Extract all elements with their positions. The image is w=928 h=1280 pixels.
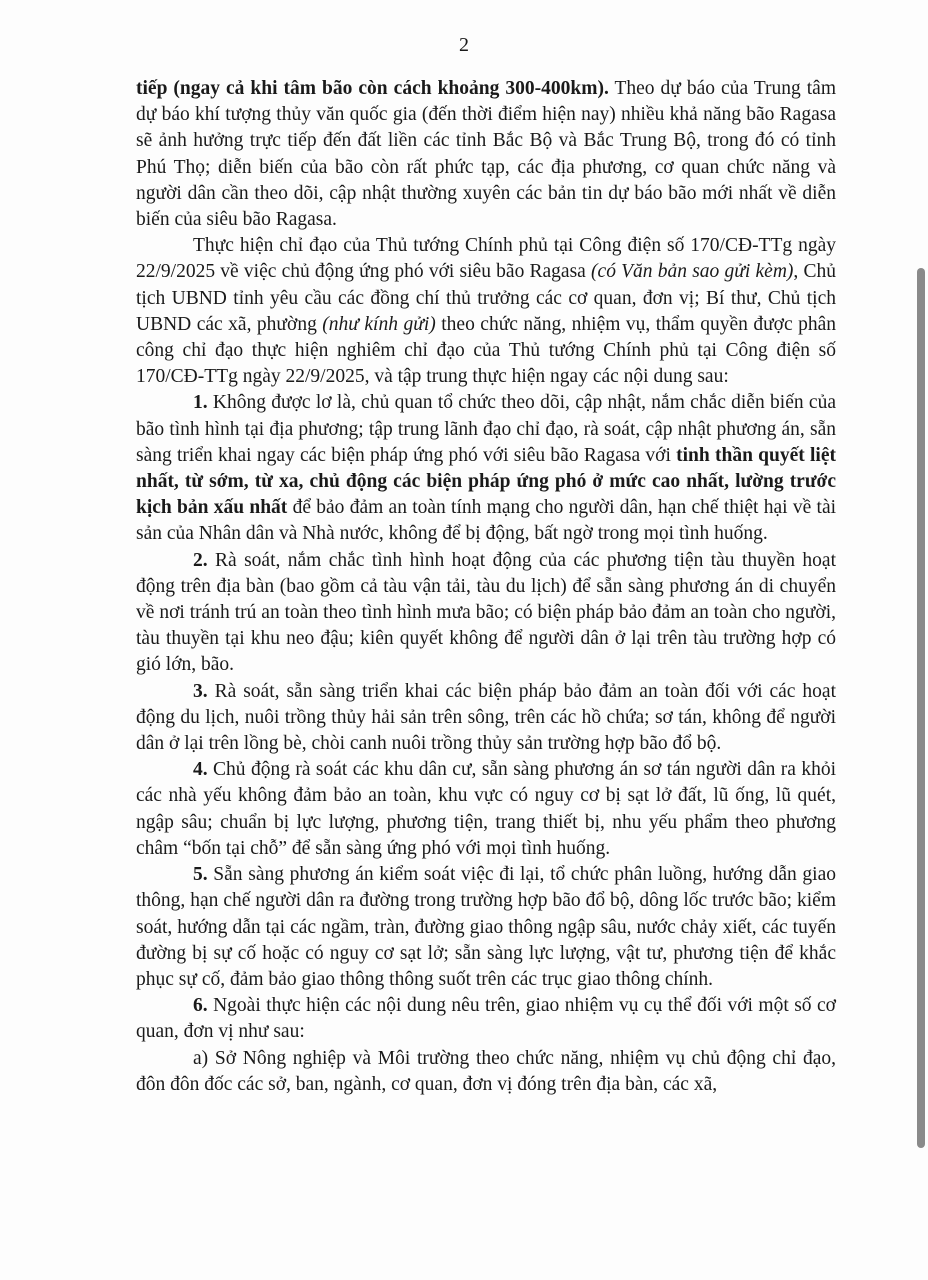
item-number: 1.: [193, 392, 208, 414]
item-2: [136, 548, 836, 679]
item-1: [136, 390, 836, 547]
italic-text: (như kính gửi): [322, 313, 436, 335]
item-6a: [136, 1046, 836, 1098]
text: Rà soát, nắm chắc tình hình hoạt động của các phương tiện tàu thuyền hoạt động trên địa bàn (bao gồm cả tàu vận tải, tàu du lịch) để sẵn sàng phương án di chuyển về nơi tránh trú an toàn theo tình hình mưa bão; có biện pháp bảo đảm an toàn cho người, tàu thuyền tại khu neo đậu; kiên quyết không để người dân ở lại trên tàu trường hợp có gió lớn, bão.: [136, 549, 836, 676]
item-number: 6.: [193, 995, 208, 1017]
text: Rà soát, sẵn sàng triển khai các biện pháp bảo đảm an toàn đối với các hoạt động du lịch, nuôi trồng thủy hải sản trên sông, trên các hồ chứa; sơ tán, không để người dân ở lại trên lồng bè, chòi canh nuôi trồng thủy sản trường hợp bão đổ bộ.: [136, 680, 836, 755]
text: Ngoài thực hiện các nội dung nêu trên, giao nhiệm vụ cụ thể đối với một số cơ quan, đơn vị như sau:: [136, 995, 836, 1043]
text: Chủ động rà soát các khu dân cư, sẵn sàng phương án sơ tán người dân ra khỏi các nhà yếu không đảm bảo an toàn, khu vực có nguy cơ bị sạt lở đất, lũ ống, lũ quét, ngập sâu; chuẩn bị lực lượng, phương tiện, trang thiết bị, nhu yếu phẩm theo phương châm “bốn tại chỗ” để sẵn sàng ứng phó với mọi tình huống.: [136, 759, 836, 859]
text: a) Sở Nông nghiệp và Môi trường theo chức năng, nhiệm vụ chủ động chỉ đạo, đôn đôn đốc các sở, ban, ngành, cơ quan, đơn vị đóng trên địa bàn, các xã,: [136, 1047, 836, 1095]
document-body: [136, 76, 836, 1098]
item-3: [136, 679, 836, 758]
page-number: 2: [459, 34, 469, 56]
item-number: 4.: [193, 759, 208, 781]
text: Không được lơ là, chủ quan tổ chức theo dõi, cập nhật, nắm chắc diễn biến của bão tình hình tại địa phương; tập trung lãnh đạo chỉ đạo, rà soát, cập nhật phương án, sẵn sàng triển khai ngay các biện pháp ứng phó với siêu bão Ragasa với: [136, 392, 836, 466]
paragraph-directive: [136, 233, 836, 390]
bold-text: tinh thần quyết liệt nhất, từ sớm, từ xa, chủ động các biện pháp ứng phó ở mức cao nhất, lường trước kịch bản xấu nhất: [136, 444, 836, 519]
item-number: 5.: [193, 864, 208, 886]
text: Theo dự báo của Trung tâm dự báo khí tượng thủy văn quốc gia (đến thời điểm hiện nay) nhiều khả năng bão Ragasa sẽ ảnh hưởng trực tiếp đến đất liền các tỉnh Bắc Bộ và Bắc Trung Bộ, trong đó có tỉnh Phú Thọ; diễn biến của bão còn rất phức tạp, các địa phương, cơ quan chức năng và người dân cần theo dõi, cập nhật thường xuyên các bản tin dự báo bão mới nhất về diễn biến của siêu bão Ragasa.: [136, 78, 836, 231]
paragraph-intro-continuation: [136, 76, 836, 233]
text: Sẵn sàng phương án kiểm soát việc đi lại, tổ chức phân luồng, hướng dẫn giao thông, hạn chế người dân ra đường trong trường hợp bão đổ bộ, dông lốc trước bão; kiểm soát, hướng dẫn tại các ngầm, tràn, đường giao thông ngập sâu, nước chảy xiết, các tuyến đường bị sự cố hoặc có nguy cơ sạt lở; sẵn sàng lực lượng, vật tư, phương tiện để khắc phục sự cố, đảm bảo giao thông thông suốt trên các trục giao thông chính.: [136, 864, 836, 990]
text: Thực hiện chỉ đạo của Thủ tướng Chính phủ tại Công điện số 170/CĐ-TTg ngày 22/9/2025 về việc chủ động ứng phó với siêu bão Ragasa: [136, 235, 836, 283]
scrollbar-thumb[interactable]: [917, 268, 925, 1148]
item-number: 3.: [193, 680, 208, 702]
scrollbar[interactable]: [914, 0, 928, 1280]
item-5: [136, 862, 836, 993]
italic-text: (có Văn bản sao gửi kèm): [591, 261, 794, 283]
text: theo chức năng, nhiệm vụ, thẩm quyền được phân công chỉ đạo thực hiện nghiêm chỉ đạo của Thủ tướng Chính phủ tại Công điện số 170/CĐ-TTg ngày 22/9/2025, và tập trung thực hiện ngay các nội dung sau:: [136, 313, 837, 388]
text: để bảo đảm an toàn tính mạng cho người dân, hạn chế thiệt hại về tài sản của Nhân dân và Nhà nước, không để bị động, bất ngờ trong mọi tình huống.: [136, 497, 837, 545]
item-4: [136, 757, 836, 862]
bold-text: tiếp (ngay cả khi tâm bão còn cách khoảng 300-400km).: [136, 78, 609, 99]
item-number: 2.: [193, 549, 208, 571]
item-6: [136, 993, 836, 1045]
text: , Chủ tịch UBND tỉnh yêu cầu các đồng chí thủ trưởng các cơ quan, đơn vị; Bí thư, Chủ tịch UBND các xã, phường: [136, 261, 836, 335]
